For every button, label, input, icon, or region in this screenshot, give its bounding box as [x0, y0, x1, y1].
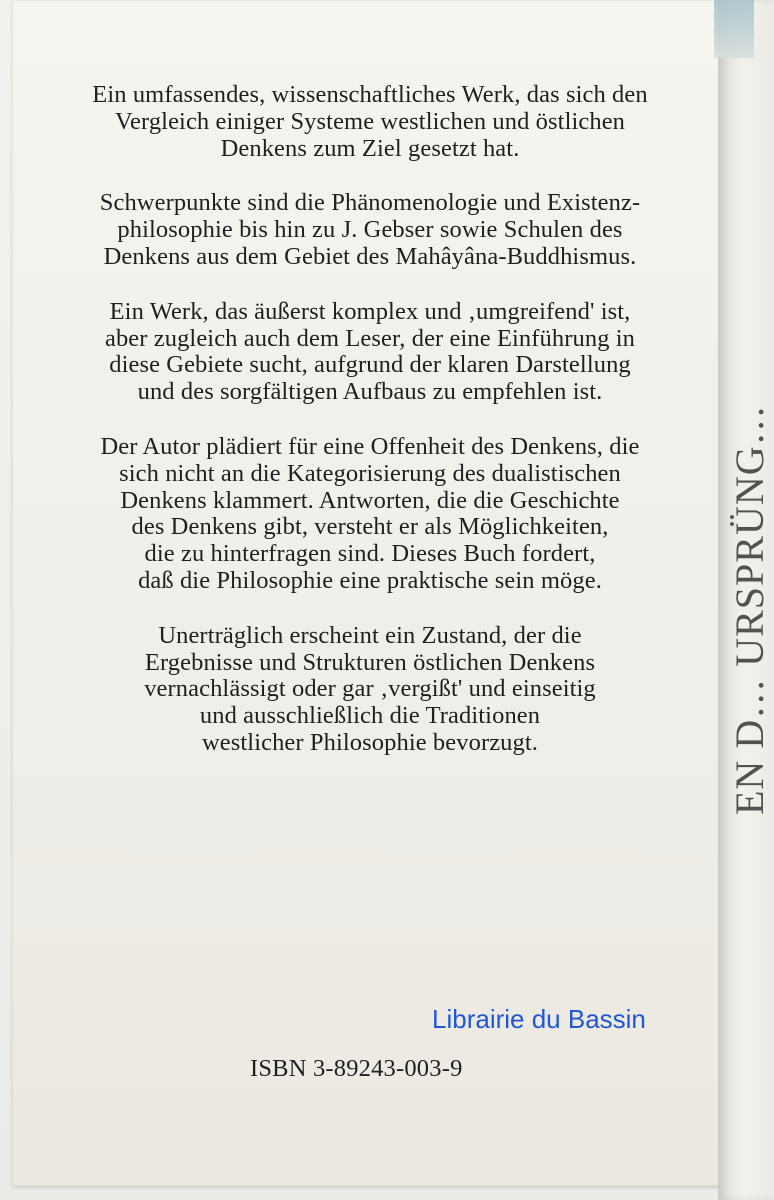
spine-title: EN D… URSPRÜNG… [727, 404, 772, 816]
description-paragraph-5 [60, 623, 680, 757]
paragraph-2-line-1: Schwerpunkte sind die Phänomenologie und Existenz- [99, 189, 641, 217]
description-paragraph-1 [60, 82, 680, 162]
paragraph-4-line-5: die zu hinterfragen sind. Dieses Buch fordert, [144, 540, 596, 568]
paragraph-5-line-1: Unerträglich erscheint ein Zustand, der die [158, 621, 582, 649]
paragraph-5-line-5: westlicher Philosophie bevorzugt. [201, 728, 539, 756]
description-paragraph-3 [60, 299, 680, 406]
paragraph-4-line-2: sich nicht an die Kategorisierung des dualistischen [119, 459, 621, 487]
paragraph-3-line-1: Ein Werk, das äußerst komplex und ‚umgreifend' ist, [109, 297, 631, 325]
description-paragraph-2 [60, 190, 680, 270]
paragraph-5-line-2: Ergebnisse und Strukturen östlichen Denkens [144, 648, 596, 676]
paragraph-2-line-3: Denkens aus dem Gebiet des Mahâyâna-Buddhismus. [103, 242, 637, 270]
paragraph-4-line-1: Der Autor plädiert für eine Offenheit des Denkens, die [100, 432, 640, 460]
back-cover-description [60, 82, 680, 757]
paragraph-1-line-2: Vergleich einiger Systeme westlichen und östlichen [114, 107, 626, 135]
paragraph-1-line-3: Denkens zum Ziel gesetzt hat. [220, 134, 520, 162]
isbn-label: ISBN 3-89243-003-9 [250, 1055, 463, 1082]
paragraph-5-line-3: vernachlässigt oder gar ‚vergißt' und einseitig [144, 675, 596, 703]
paragraph-3-line-3: diese Gebiete sucht, aufgrund der klaren Darstellung [109, 351, 631, 379]
seller-watermark: Librairie du Bassin [432, 1004, 646, 1034]
paragraph-5-line-4: und ausschließlich die Traditionen [199, 702, 541, 730]
paragraph-4-line-3: Denkens klammert. Antworten, die die Geschichte [120, 486, 620, 514]
paragraph-4-line-6: daß die Philosophie eine praktische sein möge. [138, 566, 602, 594]
paragraph-3-line-4: und des sorgfältigen Aufbaus zu empfehlen ist. [137, 378, 603, 406]
paragraph-1-line-1: Ein umfassendes, wissenschaftliches Werk, das sich den [92, 81, 648, 108]
paragraph-4-line-4: des Denkens gibt, versteht er als Möglichkeiten, [131, 513, 609, 541]
paragraph-3-line-2: aber zugleich auch dem Leser, der eine Einführung in [104, 324, 636, 352]
description-paragraph-4 [60, 434, 680, 595]
paragraph-2-line-2: philosophie bis hin zu J. Gebser sowie Schulen des [117, 216, 623, 244]
